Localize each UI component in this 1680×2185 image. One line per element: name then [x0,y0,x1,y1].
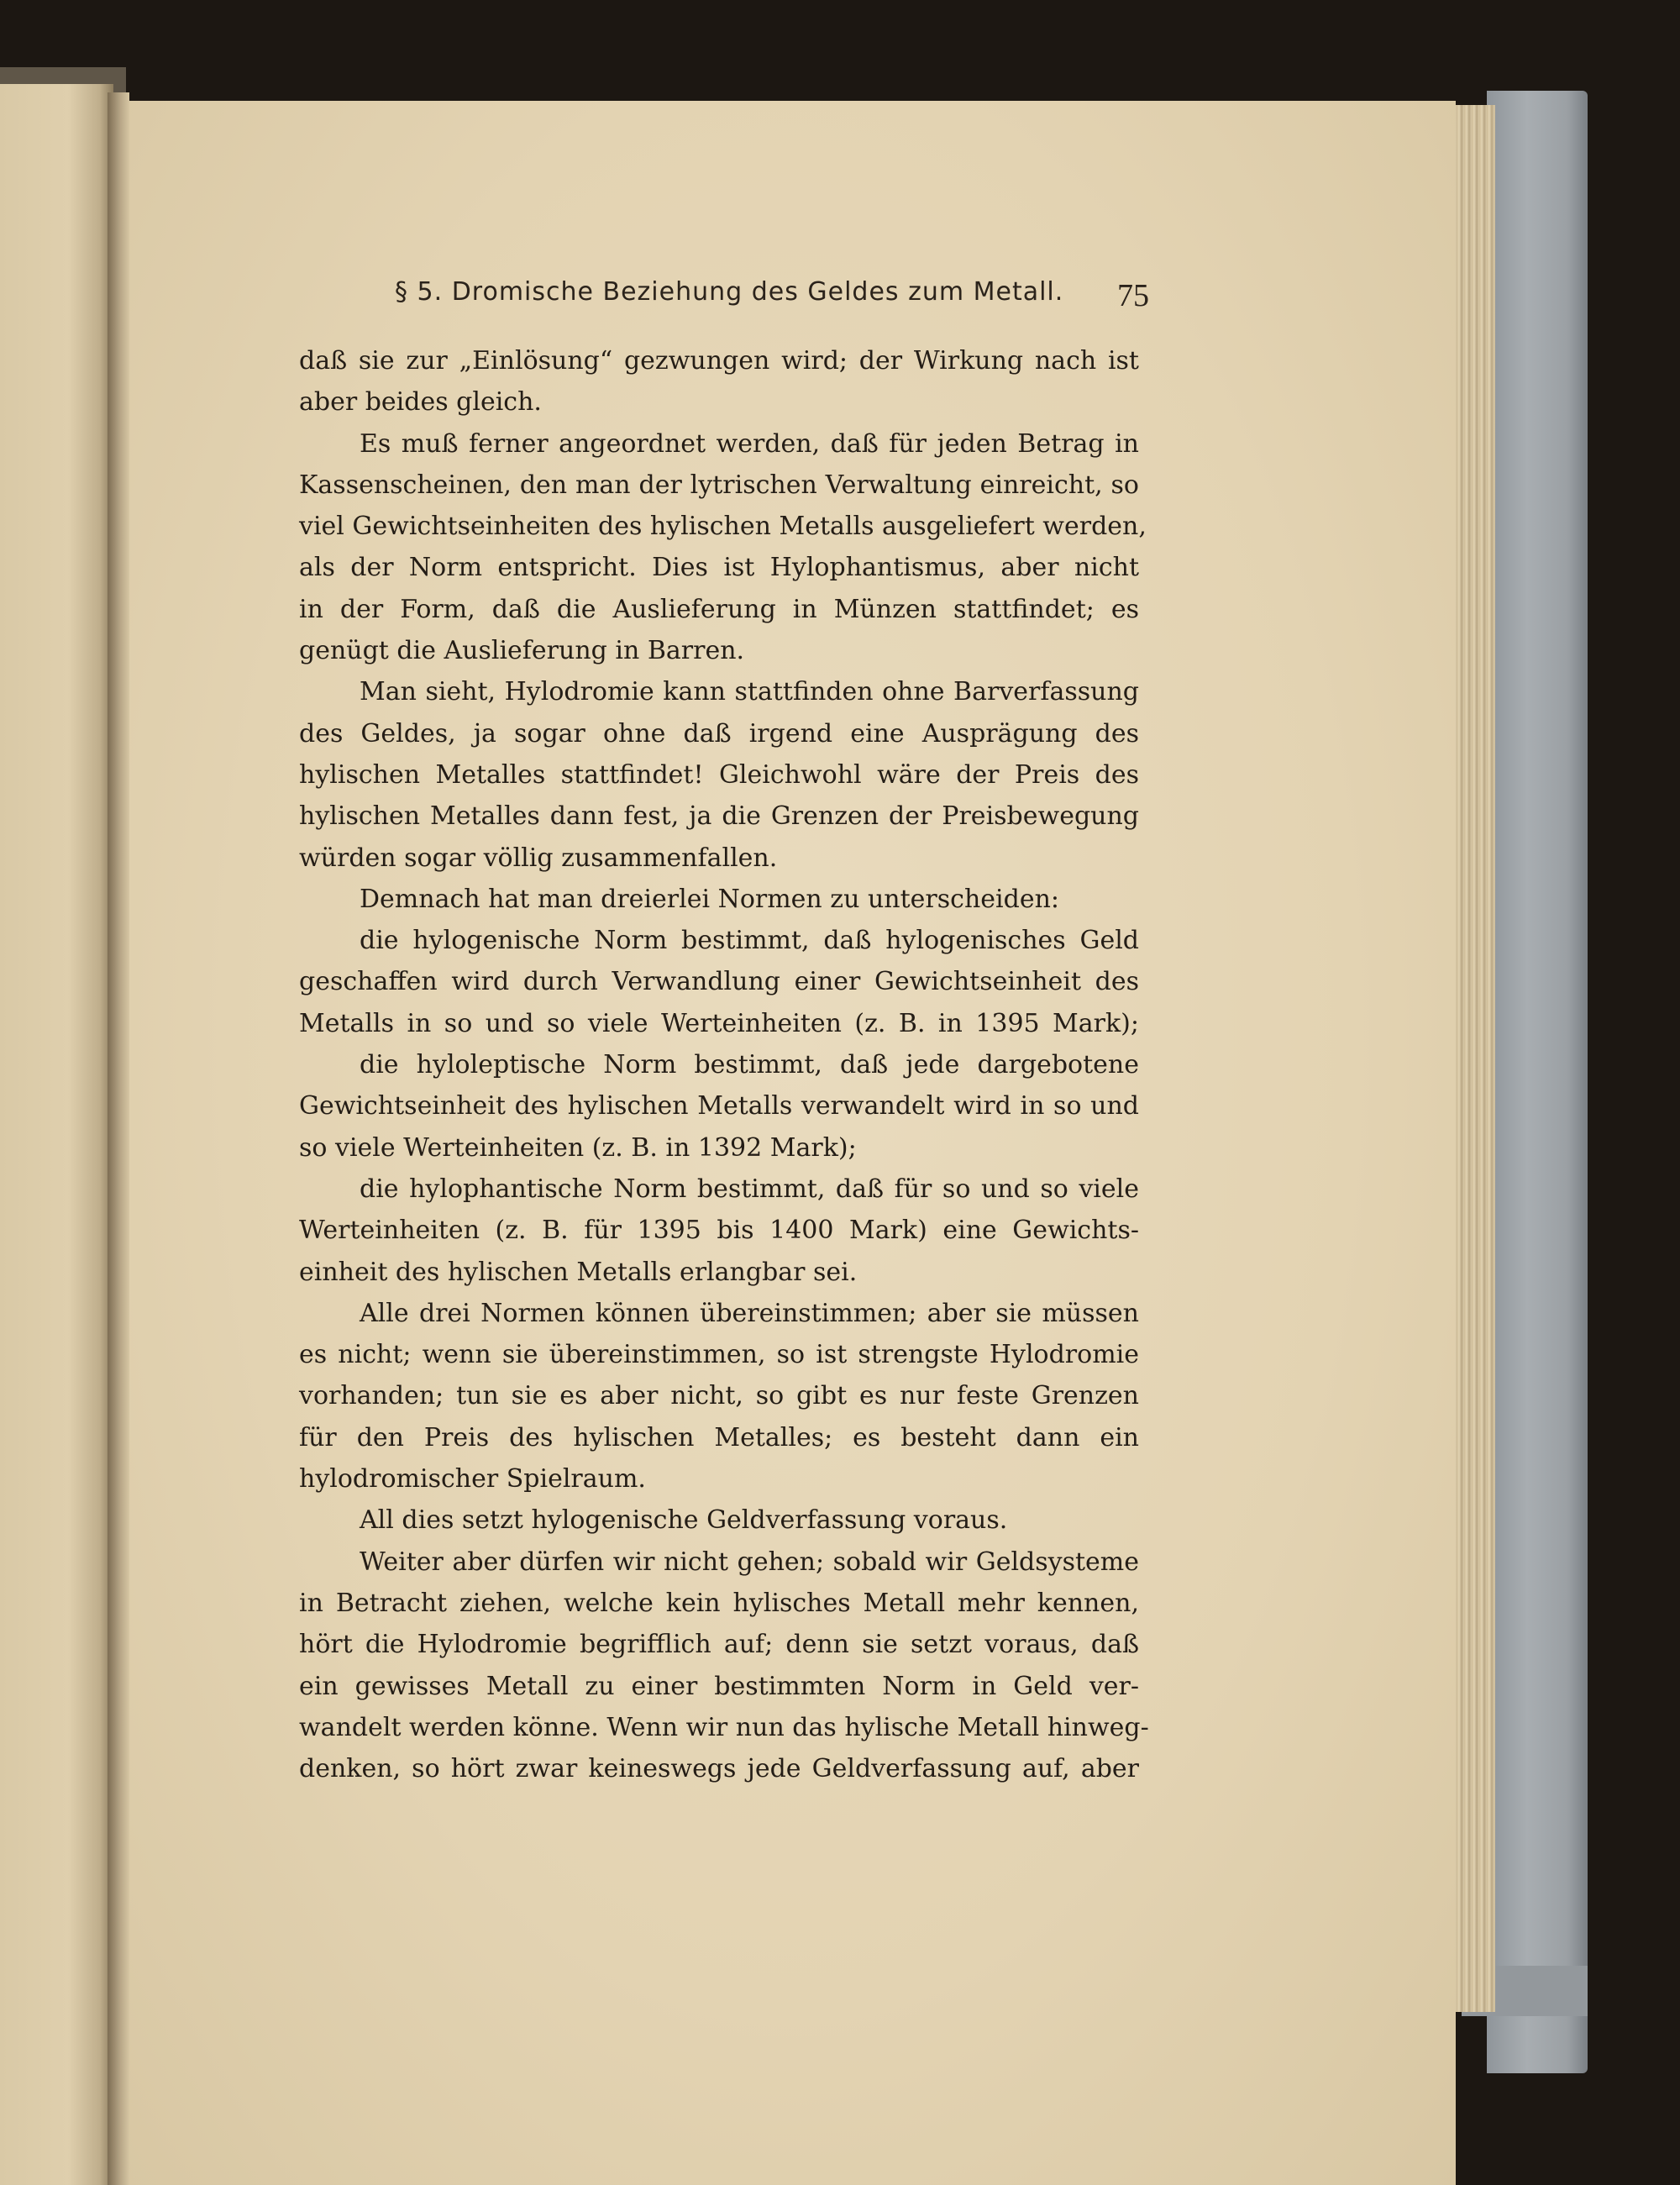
text-line: einheit des hylischen Metalls erlangbar sei. [299,1257,858,1287]
text-line: Man sieht, Hylodromie kann stattfinden ohne Barverfassung [360,677,1139,707]
text-line: hylischen Metalles stattfindet! Gleichwohl wäre der Preis des [299,759,1139,790]
text-line: hylodromischer Spielraum. [299,1464,646,1494]
text-line: es nicht; wenn sie übereinstimmen, so ist strengste Hylodromie [299,1340,1139,1370]
text-line: Metalls in so und so viele Werteinheiten (z. B. in 1395 Mark); [299,1008,1139,1038]
text-line: Werteinheiten (z. B. für 1395 bis 1400 Mark) eine Gewichts- [299,1216,1139,1246]
text-line: des Geldes, ja sogar ohne daß irgend eine Ausprägung des [299,718,1139,748]
text-line: All dies setzt hylogenische Geldverfassung voraus. [360,1505,1008,1536]
text-line: wandelt werden könne. Wenn wir nun das hylische Metall hinweg- [299,1712,1149,1742]
text-line: hylischen Metalles dann fest, ja die Grenzen der Preisbewegung [299,801,1139,832]
text-line: in Betracht ziehen, welche kein hylisches Metall mehr kennen, [299,1588,1139,1618]
text-line: als der Norm entspricht. Dies ist Hylophantismus, aber nicht [299,553,1139,583]
text-line: in der Form, daß die Auslieferung in Münzen stattfindet; es [299,594,1139,624]
page-stack-edges [1449,105,1495,2012]
text-line: daß sie zur „Einlösung“ gezwungen wird; der Wirkung nach ist [299,346,1139,376]
text-line: für den Preis des hylischen Metalles; es besteht dann ein [299,1422,1139,1452]
text-line: Weiter aber dürfen wir nicht gehen; sobald wir Geldsysteme [360,1547,1139,1577]
text-line: würden sogar völlig zusammenfallen. [299,843,778,873]
text-line: so viele Werteinheiten (z. B. in 1392 Mark); [299,1132,857,1163]
text-line: ein gewisses Metall zu einer bestimmten Norm in Geld ver- [299,1671,1139,1701]
text-line: die hylogenische Norm bestimmt, daß hylogenisches Geld [360,926,1139,956]
text-line: Demnach hat man dreierlei Normen zu unterscheiden: [360,884,1059,914]
text-line: geschaffen wird durch Verwandlung einer Gewichtseinheit des [299,967,1139,997]
text-line: Kassenscheinen, den man der lytrischen Verwaltung einreicht, so [299,470,1139,500]
page-number: 75 [1117,278,1149,313]
text-line: genügt die Auslieferung in Barren. [299,636,745,666]
text-line: die hyloleptische Norm bestimmt, daß jede dargebotene [360,1050,1139,1080]
text-line: aber beides gleich. [299,387,542,418]
book-gutter [108,92,129,2185]
left-page [0,84,113,2185]
running-head: § 5. Dromische Beziehung des Geldes zum Metall. [395,277,1064,307]
text-line: Es muß ferner angeordnet werden, daß für jeden Betrag in [360,428,1139,459]
text-line: die hylophantische Norm bestimmt, daß für so und so viele [360,1174,1139,1204]
body-text [299,340,1149,1789]
text-line: Alle drei Normen können übereinstimmen; aber sie müssen [360,1298,1139,1328]
text-line: denken, so hört zwar keineswegs jede Geldverfassung auf, aber [299,1754,1139,1784]
text-line: vorhanden; tun sie es aber nicht, so gibt es nur feste Grenzen [299,1381,1139,1411]
text-line: hört die Hylodromie begrifflich auf; denn sie setzt voraus, daß [299,1630,1139,1660]
text-line: Gewichtseinheit des hylischen Metalls verwandelt wird in so und [299,1091,1139,1121]
book-cover [1487,91,1588,2073]
text-line: viel Gewichtseinheiten des hylischen Metalls ausgeliefert werden, [299,512,1147,542]
